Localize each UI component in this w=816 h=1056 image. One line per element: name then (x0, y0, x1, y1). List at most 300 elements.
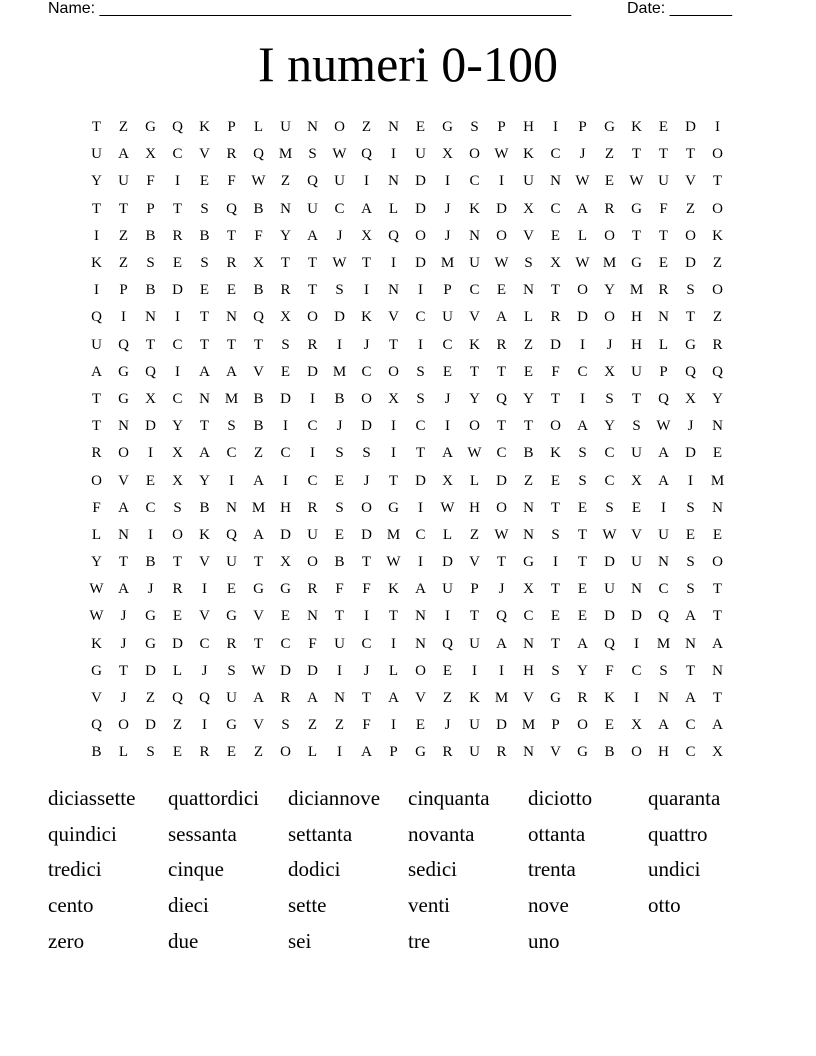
grid-letter: K (631, 119, 642, 136)
grid-letter: F (362, 717, 371, 734)
grid-letter: N (550, 173, 561, 190)
grid-letter: E (442, 662, 453, 679)
grid-letter: D (145, 717, 156, 734)
grid-letter: U (442, 309, 453, 326)
grid-letter: V (469, 309, 480, 326)
grid-letter: K (91, 255, 102, 272)
grid-letter: Q (442, 635, 453, 652)
grid-letter: C (604, 472, 615, 489)
grid-row (83, 413, 743, 440)
grid-letter: U (469, 717, 480, 734)
grid-letter: S (281, 717, 290, 734)
grid-letter: E (334, 472, 345, 489)
grid-letter: E (658, 119, 669, 136)
grid-letter: X (253, 255, 264, 272)
word-item: cento (48, 893, 94, 918)
grid-letter: S (416, 363, 425, 380)
word-item: diciassette (48, 786, 136, 811)
grid-letter: I (391, 146, 396, 163)
grid-letter: Y (172, 418, 183, 435)
grid-letter: N (712, 662, 723, 679)
grid-letter: Q (253, 309, 264, 326)
grid-letter: D (280, 390, 291, 407)
word-item: cinquanta (408, 786, 490, 811)
grid-letter: I (202, 581, 207, 598)
grid-letter: S (200, 255, 209, 272)
grid-letter: R (442, 744, 453, 761)
grid-letter: J (444, 390, 451, 407)
grid-letter: O (334, 119, 345, 136)
grid-letter: V (253, 717, 264, 734)
word-item: settanta (288, 821, 353, 846)
grid-letter: A (307, 690, 318, 707)
grid-letter: V (523, 690, 534, 707)
grid-letter: D (685, 445, 696, 462)
grid-letter: Q (226, 526, 237, 543)
grid-letter: R (307, 336, 318, 353)
grid-letter: O (577, 717, 588, 734)
grid-letter: X (442, 472, 453, 489)
grid-letter: E (172, 255, 183, 272)
grid-letter: S (416, 390, 425, 407)
grid-row (83, 495, 743, 522)
grid-letter: E (226, 744, 237, 761)
grid-letter: U (469, 744, 480, 761)
grid-letter: N (685, 635, 696, 652)
grid-letter: L (658, 336, 669, 353)
grid-letter: N (118, 418, 129, 435)
grid-letter: O (469, 418, 480, 435)
grid-letter: J (336, 227, 343, 244)
grid-letter: Y (604, 282, 615, 299)
grid-letter: B (523, 445, 534, 462)
grid-letter: J (147, 581, 154, 598)
grid-letter: I (391, 717, 396, 734)
grid-letter: T (577, 526, 588, 543)
grid-letter: Y (577, 662, 588, 679)
grid-letter: Y (280, 227, 291, 244)
grid-letter: N (415, 635, 426, 652)
grid-letter: D (604, 554, 615, 571)
grid-letter: G (631, 255, 642, 272)
grid-row (83, 359, 743, 386)
grid-letter: O (604, 227, 615, 244)
grid-letter: A (577, 200, 588, 217)
grid-letter: U (307, 526, 318, 543)
grid-letter: T (307, 255, 318, 272)
grid-letter: A (118, 581, 129, 598)
word-item: dodici (288, 857, 341, 882)
grid-letter: F (362, 581, 371, 598)
grid-letter: T (523, 418, 534, 435)
grid-letter: N (334, 690, 345, 707)
grid-letter: J (120, 608, 127, 625)
grid-letter: E (712, 526, 723, 543)
grid-row (83, 549, 743, 576)
grid-letter: A (118, 146, 129, 163)
grid-letter: I (148, 526, 153, 543)
grid-letter: B (199, 227, 210, 244)
grid-letter: T (199, 418, 210, 435)
grid-letter: U (415, 146, 426, 163)
grid-letter: T (712, 173, 723, 190)
grid-letter: B (253, 282, 264, 299)
grid-letter: T (145, 336, 156, 353)
grid-letter: I (337, 662, 342, 679)
grid-letter: T (280, 255, 291, 272)
grid-letter: C (361, 635, 372, 652)
grid-letter: P (146, 200, 155, 217)
grid-letter: X (172, 445, 183, 462)
grid-letter: M (521, 717, 536, 734)
grid-letter: T (118, 662, 129, 679)
grid-letter: D (145, 418, 156, 435)
grid-letter: T (550, 390, 561, 407)
grid-letter: W (602, 526, 617, 543)
grid-letter: J (444, 200, 451, 217)
grid-letter: I (175, 173, 180, 190)
grid-letter: N (307, 119, 318, 136)
grid-letter: I (337, 336, 342, 353)
grid-letter: F (335, 581, 344, 598)
grid-letter: U (658, 173, 669, 190)
grid-letter: T (226, 227, 237, 244)
grid-letter: Q (604, 635, 615, 652)
grid-letter: K (91, 635, 102, 652)
grid-letter: P (578, 119, 587, 136)
grid-letter: N (145, 309, 156, 326)
grid-letter: A (496, 309, 507, 326)
grid-letter: B (145, 554, 156, 571)
grid-letter: A (685, 608, 696, 625)
grid-letter: W (629, 173, 644, 190)
grid-letter: Z (523, 472, 534, 489)
grid-letter: H (523, 119, 534, 136)
grid-letter: N (712, 499, 723, 516)
grid-letter: L (118, 744, 129, 761)
grid-letter: I (391, 445, 396, 462)
grid-letter: T (91, 200, 102, 217)
grid-letter: I (364, 608, 369, 625)
grid-letter: J (363, 472, 370, 489)
grid-letter: C (523, 608, 534, 625)
grid-letter: Q (91, 309, 102, 326)
grid-letter: U (280, 119, 291, 136)
grid-letter: T (388, 608, 399, 625)
grid-letter: C (415, 526, 426, 543)
grid-letter: V (199, 554, 210, 571)
grid-letter: O (469, 146, 480, 163)
grid-letter: N (712, 418, 723, 435)
grid-letter: D (172, 635, 183, 652)
word-item: quaranta (648, 786, 721, 811)
grid-letter: L (91, 526, 102, 543)
grid-letter: C (226, 445, 237, 462)
grid-letter: S (335, 445, 344, 462)
grid-row (83, 386, 743, 413)
grid-letter: P (119, 282, 128, 299)
grid-letter: T (550, 635, 561, 652)
grid-letter: I (283, 472, 288, 489)
grid-letter: N (388, 282, 399, 299)
grid-letter: X (172, 472, 183, 489)
grid-letter: I (202, 717, 207, 734)
grid-letter: Z (604, 146, 615, 163)
word-item: diciotto (528, 786, 593, 811)
grid-letter: T (118, 200, 129, 217)
word-list (48, 781, 788, 959)
grid-letter: I (688, 472, 693, 489)
word-row (48, 817, 788, 853)
grid-letter: I (364, 282, 369, 299)
grid-letter: I (634, 635, 639, 652)
grid-letter: O (712, 146, 723, 163)
grid-letter: Q (91, 717, 102, 734)
grid-letter: Q (226, 200, 237, 217)
grid-letter: T (469, 608, 480, 625)
grid-letter: I (553, 554, 558, 571)
grid-letter: C (307, 418, 318, 435)
grid-letter: N (280, 200, 291, 217)
grid-letter: R (199, 744, 210, 761)
grid-letter: V (253, 608, 264, 625)
grid-letter: G (118, 363, 129, 380)
grid-letter: O (496, 499, 507, 516)
grid-letter: A (226, 363, 237, 380)
grid-letter: T (712, 581, 723, 598)
grid-letter: B (145, 282, 156, 299)
grid-letter: Y (91, 554, 102, 571)
grid-letter: N (631, 581, 642, 598)
grid-letter: C (685, 744, 696, 761)
grid-letter: V (388, 309, 399, 326)
grid-letter: S (524, 255, 533, 272)
grid-letter: P (659, 363, 668, 380)
grid-letter: I (418, 554, 423, 571)
grid-letter: F (308, 635, 317, 652)
grid-letter: T (631, 146, 642, 163)
grid-letter: H (658, 744, 669, 761)
grid-letter: D (442, 554, 453, 571)
grid-letter: X (604, 363, 615, 380)
grid-letter: O (388, 363, 399, 380)
grid-letter: G (145, 635, 156, 652)
grid-letter: V (631, 526, 642, 543)
grid-letter: Z (145, 690, 156, 707)
grid-letter: O (631, 744, 642, 761)
grid-letter: X (631, 717, 642, 734)
grid-letter: R (577, 690, 588, 707)
grid-letter: C (442, 336, 453, 353)
word-item: venti (408, 893, 450, 918)
grid-letter: I (499, 173, 504, 190)
grid-letter: H (631, 309, 642, 326)
grid-letter: Q (658, 390, 669, 407)
grid-letter: S (632, 418, 641, 435)
grid-letter: U (631, 445, 642, 462)
grid-letter: O (577, 282, 588, 299)
grid-letter: Z (280, 173, 291, 190)
grid-letter: U (658, 526, 669, 543)
grid-letter: Z (469, 526, 480, 543)
grid-letter: I (391, 255, 396, 272)
grid-letter: D (631, 608, 642, 625)
grid-letter: B (145, 227, 156, 244)
grid-letter: T (685, 146, 696, 163)
grid-letter: Y (199, 472, 210, 489)
grid-letter: Z (712, 255, 723, 272)
grid-letter: E (577, 499, 588, 516)
grid-letter: S (551, 526, 560, 543)
grid-letter: W (89, 608, 104, 625)
grid-letter: P (443, 282, 452, 299)
grid-letter: V (550, 744, 561, 761)
grid-letter: K (469, 690, 480, 707)
grid-letter: T (172, 200, 183, 217)
grid-letter: M (656, 635, 671, 652)
grid-letter: L (307, 744, 318, 761)
grid-letter: N (388, 173, 399, 190)
grid-letter: B (334, 554, 345, 571)
grid-letter: T (658, 146, 669, 163)
grid-letter: D (361, 418, 372, 435)
word-item: cinque (168, 857, 224, 882)
grid-letter: V (199, 146, 210, 163)
grid-letter: R (307, 499, 318, 516)
grid-letter: M (224, 390, 239, 407)
grid-letter: E (172, 608, 183, 625)
grid-letter: I (337, 744, 342, 761)
grid-letter: Q (172, 690, 183, 707)
grid-letter: E (577, 581, 588, 598)
grid-letter: J (606, 336, 613, 353)
date-field-label: Date: _______ (627, 0, 732, 17)
grid-row (83, 277, 743, 304)
grid-letter: X (280, 554, 291, 571)
grid-letter: C (496, 445, 507, 462)
grid-letter: T (469, 363, 480, 380)
grid-letter: U (226, 554, 237, 571)
grid-letter: K (469, 336, 480, 353)
word-row (48, 923, 788, 959)
grid-letter: T (334, 608, 345, 625)
grid-letter: A (496, 635, 507, 652)
grid-letter: J (363, 662, 370, 679)
grid-letter: Y (604, 418, 615, 435)
grid-letter: I (310, 390, 315, 407)
grid-row (83, 739, 743, 766)
grid-letter: I (391, 418, 396, 435)
grid-letter: U (91, 146, 102, 163)
grid-letter: E (145, 472, 156, 489)
grid-letter: S (281, 336, 290, 353)
grid-letter: Q (658, 608, 669, 625)
grid-letter: X (145, 390, 156, 407)
grid-letter: N (523, 635, 534, 652)
grid-letter: N (658, 309, 669, 326)
grid-letter: B (91, 744, 102, 761)
grid-letter: B (604, 744, 615, 761)
grid-letter: A (712, 635, 723, 652)
grid-letter: S (686, 581, 695, 598)
grid-letter: X (442, 146, 453, 163)
grid-letter: K (199, 526, 210, 543)
grid-letter: K (199, 119, 210, 136)
grid-letter: N (523, 499, 534, 516)
grid-letter: X (685, 390, 696, 407)
grid-letter: U (91, 336, 102, 353)
grid-letter: P (470, 581, 479, 598)
grid-letter: I (175, 309, 180, 326)
grid-letter: J (363, 336, 370, 353)
grid-letter: R (604, 200, 615, 217)
grid-letter: S (335, 282, 344, 299)
grid-letter: I (229, 472, 234, 489)
grid-letter: G (145, 608, 156, 625)
grid-letter: O (172, 526, 183, 543)
grid-letter: W (386, 554, 401, 571)
grid-letter: C (199, 635, 210, 652)
grid-letter: Y (712, 390, 723, 407)
grid-letter: D (172, 282, 183, 299)
grid-letter: E (658, 255, 669, 272)
grid-row (83, 467, 743, 494)
grid-letter: X (550, 255, 561, 272)
grid-letter: N (523, 282, 534, 299)
grid-letter: W (251, 662, 266, 679)
grid-row (83, 603, 743, 630)
grid-letter: C (172, 146, 183, 163)
word-item: dieci (168, 893, 209, 918)
grid-letter: V (469, 554, 480, 571)
word-item: quattordici (168, 786, 259, 811)
grid-letter: A (307, 227, 318, 244)
grid-letter: T (415, 445, 426, 462)
page-title: I numeri 0-100 (258, 36, 558, 92)
grid-letter: D (145, 662, 156, 679)
grid-letter: Z (118, 119, 129, 136)
grid-letter: I (418, 282, 423, 299)
grid-row (83, 196, 743, 223)
grid-letter: N (415, 608, 426, 625)
grid-letter: H (631, 336, 642, 353)
grid-row (83, 223, 743, 250)
grid-letter: B (334, 390, 345, 407)
word-item: uno (528, 928, 560, 953)
grid-letter: T (496, 554, 507, 571)
grid-letter: C (172, 336, 183, 353)
name-field-label: Name: _____________________________________________________ (48, 0, 572, 17)
grid-letter: E (550, 227, 561, 244)
grid-letter: U (334, 635, 345, 652)
grid-letter: O (712, 554, 723, 571)
grid-row (83, 522, 743, 549)
grid-letter: W (575, 173, 590, 190)
grid-letter: B (253, 418, 264, 435)
grid-letter: T (253, 635, 264, 652)
grid-letter: P (227, 119, 236, 136)
grid-letter: E (415, 119, 426, 136)
grid-letter: X (280, 309, 291, 326)
grid-letter: D (415, 173, 426, 190)
grid-letter: D (280, 662, 291, 679)
grid-row (83, 576, 743, 603)
grid-letter: I (553, 119, 558, 136)
grid-letter: O (307, 309, 318, 326)
grid-letter: C (550, 146, 561, 163)
grid-letter: C (280, 445, 291, 462)
grid-letter: N (523, 526, 534, 543)
